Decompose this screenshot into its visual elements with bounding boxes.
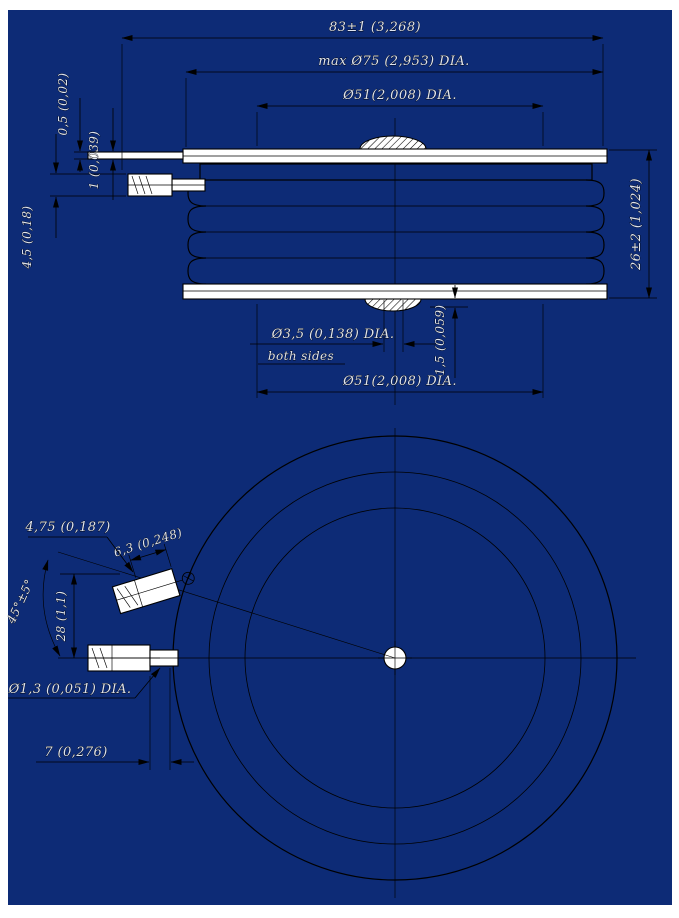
- dim-overall-width: 83±1 (3,268): [329, 20, 421, 35]
- dim-lead-thickness: 1 (0,039): [87, 130, 101, 190]
- dim-connector-height: 4,5 (0,18): [20, 205, 34, 269]
- dim-wire-diameter: Ø1,3 (0,051) DIA.: [8, 682, 132, 697]
- dim-gate-hole-depth: 1,5 (0,059): [433, 304, 447, 376]
- dim-gate-offset: 28 (1,1): [54, 590, 68, 642]
- dim-top-pole-diameter: Ø51(2,008) DIA.: [343, 88, 457, 103]
- dim-bottom-pole-diameter: Ø51(2,008) DIA.: [343, 374, 457, 389]
- dim-tab-width: 4,75 (0,187): [25, 520, 111, 535]
- dim-gate-hole-diameter: Ø3,5 (0,138) DIA.: [271, 327, 395, 342]
- gate-flat-lead: [88, 152, 183, 159]
- dim-max-diameter: max Ø75 (2,953) DIA.: [318, 54, 470, 69]
- dim-lead-gap: 0,5 (0,02): [56, 72, 70, 136]
- drawing-background: [8, 10, 672, 905]
- dim-device-height: 26±2 (1,024): [629, 178, 644, 270]
- dim-lead-extension: 7 (0,276): [44, 745, 108, 760]
- dim-gate-hole-note: both sides: [267, 349, 335, 363]
- dim-lead-angle: 45°±5°: [4, 576, 37, 626]
- dim-tab-length: 6,3 (0,248): [112, 525, 185, 560]
